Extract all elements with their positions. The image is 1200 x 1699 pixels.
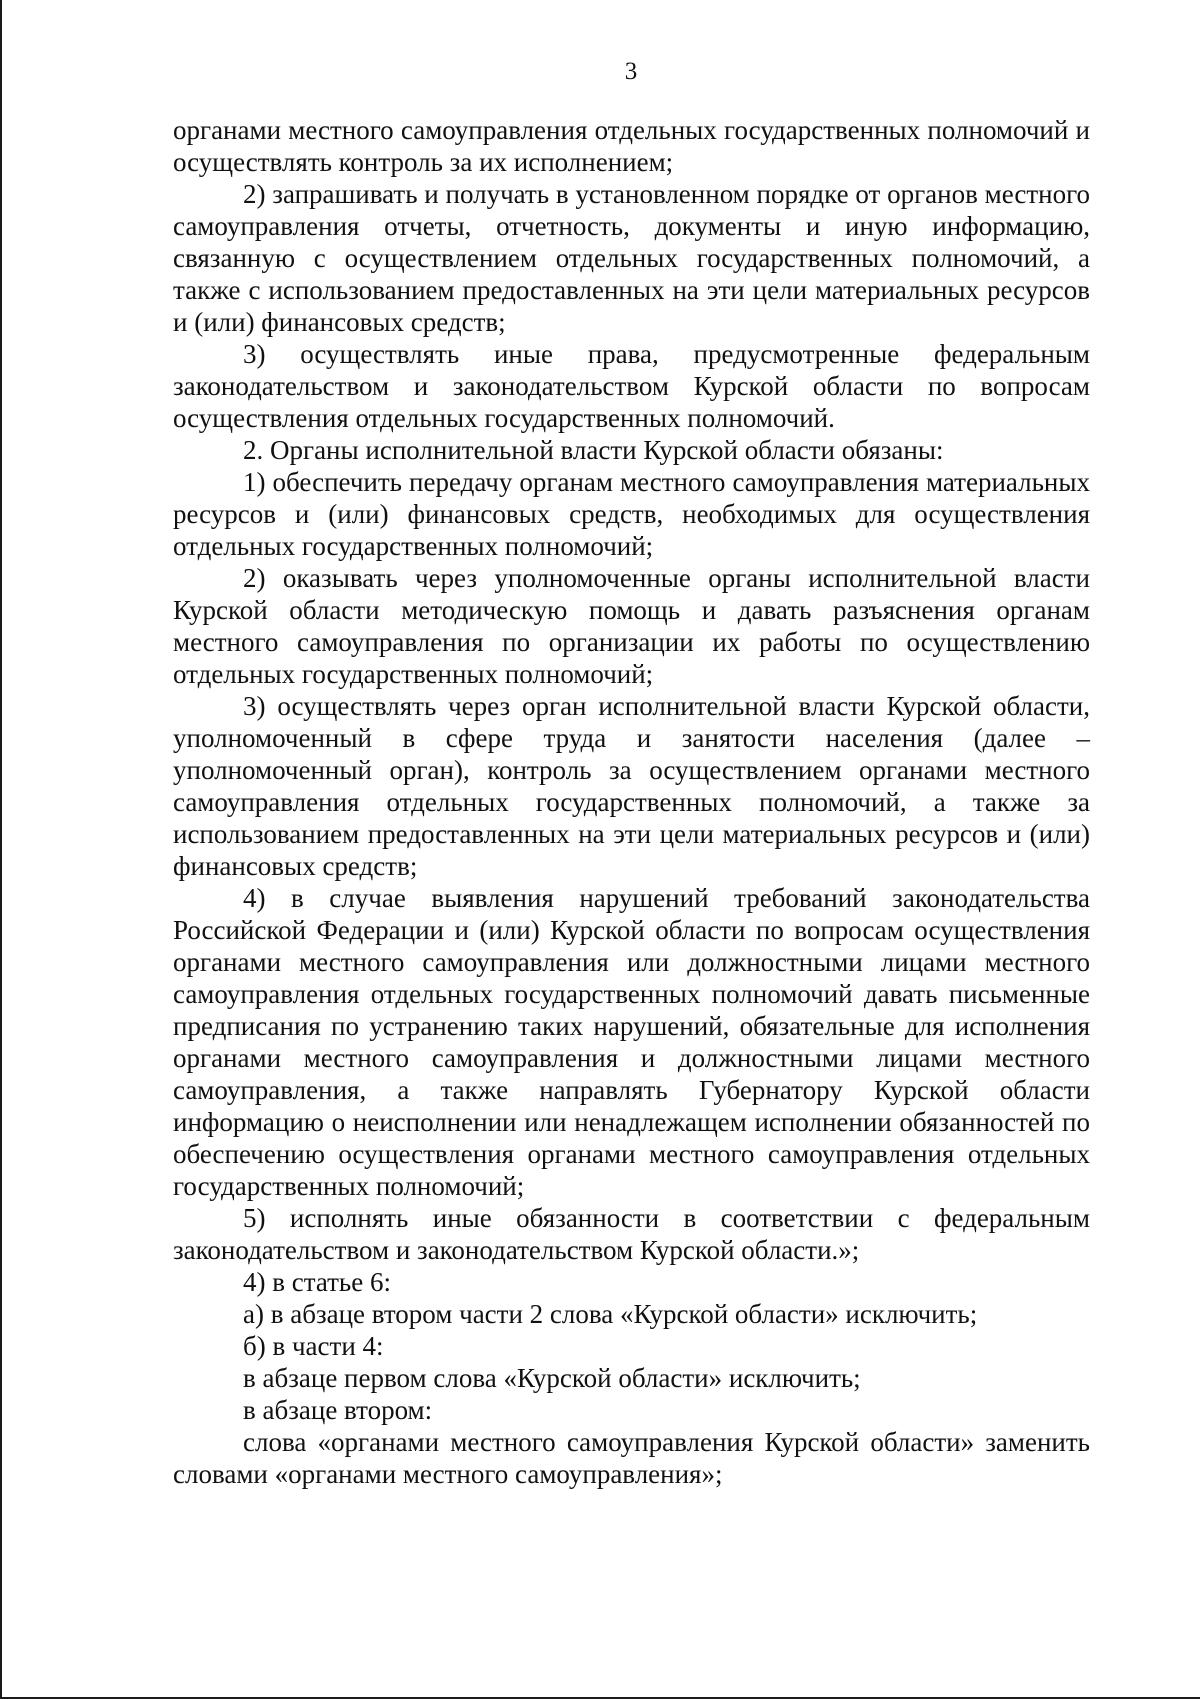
page-number: 3 bbox=[624, 58, 638, 85]
paragraph: 1) обеспечить передачу органам местного самоуправления материальных ресурсов и (или) финансовых средств, необходимых для осуществления отдельных государственных полномочий; bbox=[173, 467, 1090, 561]
paragraph: слова «органами местного самоуправления Курской области» заменить словами «органами местного самоуправления»; bbox=[173, 1427, 1090, 1489]
paragraph: 3) осуществлять через орган исполнительной власти Курской области, уполномоченный в сфере труда и занятости населения (далее – уполномоченный орган), контроль за осуществлением органами местного самоуправления отдельных государственных полномочий, а также за использованием предоставленных на эти цели материальных ресурсов и (или) финансовых средств; bbox=[173, 691, 1090, 881]
paragraph: 4) в случае выявления нарушений требований законодательства Российской Федерации и (или) Курской области по вопросам осуществления органами местного самоуправления или должностными лицами местного самоуправления отдельных государственных полномочий давать письменные предписания по устранению таких нарушений, обязательные для исполнения органами местного самоуправления и должностными лицами местного самоуправления, а также направлять Губернатору Курской области информацию о неисполнении или ненадлежащем исполнении обязанностей по обеспечению осуществления органами местного самоуправления отдельных государственных полномочий; bbox=[173, 883, 1090, 1201]
paragraph: в абзаце первом слова «Курской области» исключить; bbox=[243, 1363, 861, 1393]
paragraph: 2) запрашивать и получать в установленном порядке от органов местного самоуправления отчеты, отчетность, документы и иную информацию, связанную с осуществлением отдельных государственных полномочий, а также с использованием предоставленных на эти цели материальных ресурсов и (или) финансовых средств; bbox=[173, 179, 1090, 337]
paragraph: органами местного самоуправления отдельных государственных полномочий и осуществлять контроль за их исполнением; bbox=[173, 115, 1090, 177]
paragraph: в абзаце втором: bbox=[243, 1395, 433, 1425]
paragraph: 2) оказывать через уполномоченные органы исполнительной власти Курской области методическую помощь и давать разъяснения органам местного самоуправления по организации их работы по осуществлению отдельных государственных полномочий; bbox=[173, 563, 1090, 689]
paragraph: 2. Органы исполнительной власти Курской области обязаны: bbox=[243, 435, 944, 465]
paragraph: 4) в статье 6: bbox=[243, 1267, 391, 1297]
paragraph: 5) исполнять иные обязанности в соответствии с федеральным законодательством и законодательством Курской области.»; bbox=[173, 1203, 1090, 1265]
document-body bbox=[173, 114, 1090, 1490]
paragraph: б) в части 4: bbox=[243, 1331, 384, 1361]
paragraph: а) в абзаце втором части 2 слова «Курской области» исключить; bbox=[243, 1299, 978, 1329]
paragraph: 3) осуществлять иные права, предусмотренные федеральным законодательством и законодательством Курской области по вопросам осуществления отдельных государственных полномочий. bbox=[173, 339, 1090, 433]
